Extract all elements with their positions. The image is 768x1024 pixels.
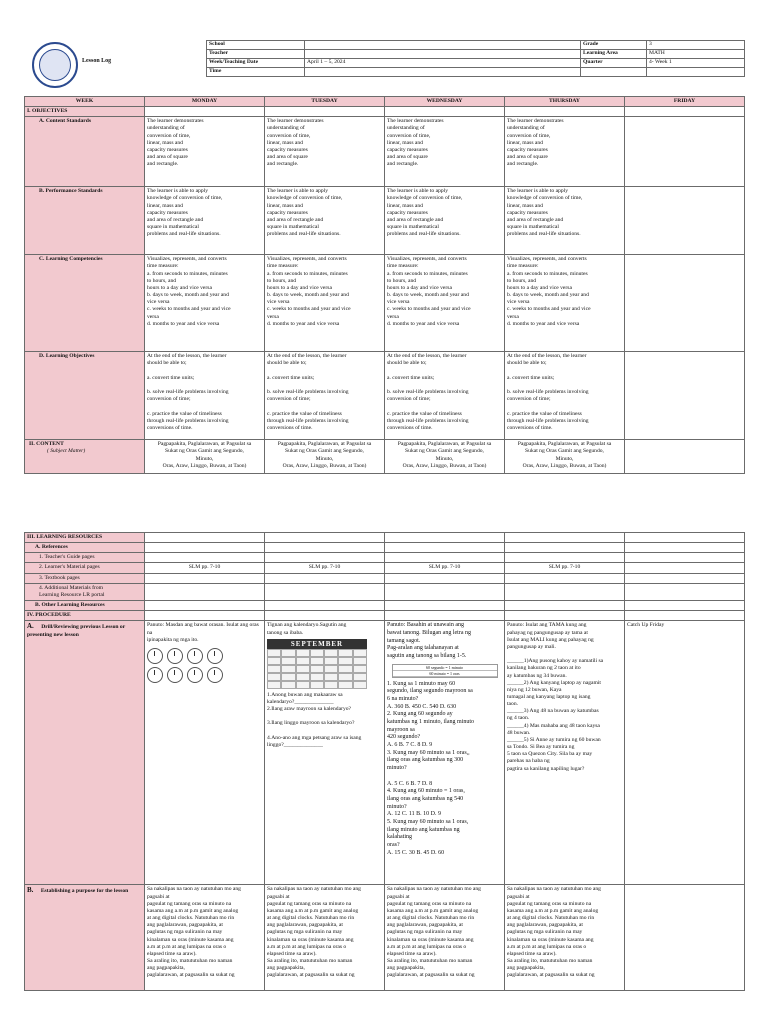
drill-tue-instructions: Tignan ang kalendaryo.Sagutin ang tanong sa ibaba. — [267, 622, 347, 636]
content-thu: Pagpapakita, Paglalarawan, at Pagsulat sa Sukat ng Oras Gamit ang Segundo, Minuto, Oras, Araw, Linggo, Buwan, at Taon) — [505, 440, 625, 474]
drill-label-cell — [25, 621, 145, 885]
drill-letter: A. — [27, 622, 34, 631]
content-label-cell — [25, 440, 145, 474]
grade-value: 3 — [647, 41, 745, 50]
clock-icon — [187, 648, 203, 664]
quarter-label: Quarter — [581, 59, 647, 68]
content-standards-label: A. Content Standards — [25, 117, 145, 187]
lm-fri — [625, 563, 745, 573]
clock-icon — [187, 667, 203, 683]
friday-header: FRIDAY — [625, 97, 745, 107]
drill-thu: Panuto: Isulat ang TAMA kung ang pahayag ng pangungusap ay tama at Isulat ang MALI kung ang pahayag ng pangungusap ay mali. ______1)Ang pusong kahoy ay namatili sa kanilang bakuran ng 2 taon at ito ay katumbas ng 34 buwan. ______2) Ang kanyang laptop ay nagamit niya ng 12 buwan, Kaya tumagal ang kanyang laptop ng isang taon. ______3) Ang 48 na buwan ay katumbas ng 4 taon. ______4) Mas mahaba ang 48 taon kaysa 48 buwan. ______5) Si Anne ay tumira ng 60 buwan sa Tondo. Si Bea ay tumira ng 5 taon sa Quezon City. Sila ba ay may parehas na haba ng pagtira sa kanilang napiling lugar? — [505, 621, 625, 885]
drill-wed — [385, 621, 505, 885]
content-wed: Pagpapakita, Paglalarawan, at Pagsulat sa Sukat ng Oras Gamit ang Segundo, Minuto, Oras, Araw, Linggo, Buwan, at Taon) — [385, 440, 505, 474]
objectives-table — [24, 96, 745, 474]
clock-icon — [167, 648, 183, 664]
learning-objectives-mon: At the end of the lesson, the learner should be able to; a. convert time units; b. solve real-life problems involving conversion of time; c. practice the value of timeliness through real-life problems involving conversions of time. — [145, 352, 265, 440]
teacher-label: Teacher — [207, 50, 305, 59]
drill-wed-instructions: Panuto: Basahin at unawain ang bawat tanong. Bilugan ang letra ng tamang sagot. Pag-aralan ang talahanayan at sagutin ang tanong sa bilang 1-5. — [387, 622, 471, 660]
conversion-table — [392, 664, 498, 678]
header-block — [24, 40, 744, 96]
purpose-label-cell — [25, 885, 145, 991]
wednesday-header: WEDNESDAY — [385, 97, 505, 107]
clock-icon — [147, 667, 163, 683]
objectives-heading: I. OBJECTIVES — [25, 107, 145, 117]
purpose-wed: Sa nakalipas na taon ay natutuhan mo ang pagsabi at pagsulat ng tamang oras sa minuto na kasama ang a.m at p.m gamit ang analog at ang digital clocks. Natutuhan mo rin ang paglalarawan, pagpapakita, at paglutas ng mga suliranin na may kinalaman sa oras (minute kasama ang a.m at p.m at ang lumipas na oras o elapsed time sa araw). Sa araling ito, matututuhan mo naman ang pagpapakita, paglalarawan, at pagsasalin sa sukat ng — [385, 885, 505, 991]
area-value: MATH — [647, 50, 745, 59]
purpose-tue: Sa nakalipas na taon ay natutuhan mo ang pagsabi at pagsulat ng tamang oras sa minuto na kasama ang a.m at p.m gamit ang analog at ang digital clocks. Natutuhan mo rin ang paglalarawan, pagpapakita, at paglutas ng mga suliranin na may kinalaman sa oras (minute kasama ang a.m at p.m at ang lumipas na oras o elapsed time sa araw). Sa araling ito, matututuhan mo naman ang pagpapakita, paglalarawan, at pagsasalin sa sukat ng — [265, 885, 385, 991]
performance-mon: The learner is able to apply knowledge of conversion of time, linear, mass and capacity measures and area of rectangle and square in mathematical problems and real-life situations. — [145, 187, 265, 255]
procedure-table — [24, 532, 745, 991]
learning-objectives-tue: At the end of the lesson, the learner should be able to; a. convert time units; b. solve real-life problems involving conversion of time; c. practice the value of timeliness through real-life problems involving conversions of time. — [265, 352, 385, 440]
drill-mon — [145, 621, 265, 885]
clock-icon — [167, 667, 183, 683]
week-date-value: April 1 – 5, 2024 — [305, 59, 581, 68]
purpose-mon: Sa nakalipas na taon ay natutuhan mo ang pagsabi at pagsulat ng tamang oras sa minuto na kasama ang a.m at p.m gamit ang analog at ang digital clocks. Natutuhan mo rin ang paglalarawan, pagpapakita, at paglutas ng mga suliranin na may kinalaman sa oras (minute kasama ang a.m at p.m at ang lumipas na oras o elapsed time sa araw). Sa araling ito, matututuhan mo naman ang pagpapakita, paglalarawan, at pagsasalin sa sukat ng — [145, 885, 265, 991]
competencies-tue: Visualizes, represents, and converts time measure: a. from seconds to minutes, minutes to hours, and hours to a day and vice versa b. days to week, month and year and vice versa c. weeks to months and year and vice versa d. months to year and vice versa — [265, 255, 385, 352]
content-standards-wed: The learner demonstrates understanding of conversion of time, linear, mass and capacity measures and area of square and rectangle. — [385, 117, 505, 187]
performance-tue: The learner is able to apply knowledge of conversion of time, linear, mass and capacity measures and area of rectangle and square in mathematical problems and real-life situations. — [265, 187, 385, 255]
drill-wed-questions: 1. Kung sa 1 minuto may 60 segundo, ilang segundo mayroon sa 6 na minuto? A. 360 B. 450 C. 540 D. 630 2. Kung ang 60 segundo ay katumbas ng 1 minuto, ilang minuto mayroon sa 420 segundo? A. 6 B. 7 C. 8 D. 9 3. Kung may 60 minuto sa 1 oras,, ilang oras ang katumbas ng 300 minuto? A. 5 C. 6 B. 7 D. 8 4. Kung ang 60 minuto = 1 oras, ilang oras ang katumbas ng 540 minuto? A. 12 C. 11 B. 10 D. 9 5. Kung may 60 minuto sa 1 oras, ilang minuto ang katumbas ng kalahating oras? A. 15 C. 30 B. 45 D. 60 — [387, 680, 474, 856]
learning-objectives-fri — [625, 352, 745, 440]
competencies-mon: Visualizes, represents, and converts time measure: a. from seconds to minutes, minutes to hours, and hours to a day and vice versa b. days to week, month and year and vice versa c. weeks to months and year and vice versa d. months to year and vice versa — [145, 255, 265, 352]
time-value — [305, 68, 581, 77]
blank-cell — [647, 68, 745, 77]
purpose-thu: Sa nakalipas na taon ay natutuhan mo ang pagsabi at pagsulat ng tamang oras sa minuto na kasama ang a.m at p.m gamit ang analog at ang digital clocks. Natutuhan mo rin ang paglalarawan, pagpapakita, at paglutas ng mga suliranin na may kinalaman sa oras (minute kasama ang a.m at p.m at ang lumipas na oras o elapsed time sa araw). Sa araling ito, matututuhan mo naman ang pagpapakita, paglalarawan, at pagsasalin sa sukat ng — [505, 885, 625, 991]
calendar-image — [267, 639, 367, 689]
drill-tue — [265, 621, 385, 885]
content-standards-mon: The learner demonstrates understanding of conversion of time, linear, mass and capacity measures and area of square and rectangle. — [145, 117, 265, 187]
lm-wed: SLM pp. 7-10 — [385, 563, 505, 573]
school-label: School — [207, 41, 305, 50]
teacher-value — [305, 50, 581, 59]
learning-objectives-label: D. Learning Objectives — [25, 352, 145, 440]
area-label: Learning Area — [581, 50, 647, 59]
lm-tue: SLM pp. 7-10 — [265, 563, 385, 573]
performance-wed: The learner is able to apply knowledge of conversion of time, linear, mass and capacity measures and area of rectangle and square in mathematical problems and real-life situations. — [385, 187, 505, 255]
purpose-label: Establishing a purpose for the lesson — [40, 888, 129, 895]
school-value — [305, 41, 581, 50]
time-label: Time — [207, 68, 305, 77]
content-tue: Pagpapakita, Paglalarawan, at Pagsulat sa Sukat ng Oras Gamit ang Segundo, Minuto, Oras, Araw, Linggo, Buwan, at Taon) — [265, 440, 385, 474]
additional-label: 4. Additional Materials from Learning Resource LR portal — [25, 583, 145, 600]
calendar-month: SEPTEMBER — [267, 639, 367, 649]
week-header: WEEK — [25, 97, 145, 107]
content-sub-label: ( Subject Matter) — [47, 448, 86, 455]
quarter-value: 4- Week 1 — [647, 59, 745, 68]
thursday-header: THURSDAY — [505, 97, 625, 107]
calendar-grid — [267, 649, 367, 689]
performance-standards-label: B. Performance Standards — [25, 187, 145, 255]
clock-icon — [207, 648, 223, 664]
deped-seal-icon — [32, 42, 78, 88]
tuesday-header: TUESDAY — [265, 97, 385, 107]
performance-thu: The learner is able to apply knowledge of conversion of time, linear, mass and capacity measures and area of rectangle and square in mathematical problems and real-life situations. — [505, 187, 625, 255]
lm-thu: SLM pp. 7-10 — [505, 563, 625, 573]
learning-objectives-thu: At the end of the lesson, the learner should be able to; a. convert time units; b. solve real-life problems involving conversion of time; c. practice the value of timeliness through real-life problems involving conversions of time. — [505, 352, 625, 440]
competencies-thu: Visualizes, represents, and converts time measure: a. from seconds to minutes, minutes to hours, and hours to a day and vice versa b. days to week, month and year and vice versa c. weeks to months and year and vice versa d. months to year and vice versa — [505, 255, 625, 352]
performance-fri — [625, 187, 745, 255]
content-mon: Pagpapakita, Paglalarawan, at Pagsulat sa Sukat ng Oras Gamit ang Segundo, Minuto, Oras, Araw, Linggo, Buwan, at Taon) — [145, 440, 265, 474]
learning-objectives-wed: At the end of the lesson, the learner should be able to; a. convert time units; b. solve real-life problems involving conversion of time; c. practice the value of timeliness through real-life problems involving conversions of time. — [385, 352, 505, 440]
doc-type: Lesson Log — [82, 58, 112, 64]
references-label: A. References — [25, 543, 145, 553]
purpose-letter: B. — [27, 886, 34, 895]
purpose-fri — [625, 885, 745, 991]
clock-grid — [147, 648, 262, 683]
drill-label: Drill/Reviewing previous Lesson or presenting new lesson — [27, 624, 126, 638]
content-standards-fri — [625, 117, 745, 187]
week-date-label: Week/Teaching Date — [207, 59, 305, 68]
lm-label: 2. Learner's Material pages — [25, 563, 145, 573]
competencies-label: C. Learning Competencies — [25, 255, 145, 352]
conversion-row: 60 segundo = 1 minuto — [393, 665, 497, 671]
content-fri — [625, 440, 745, 474]
drill-mon-text: Panuto: Masdan ang bawat orasan. Isulat ang oras na ipinapakita ng mga ito. — [147, 622, 259, 643]
textbook-label: 3. Textbook pages — [25, 573, 145, 583]
grade-label: Grade — [581, 41, 647, 50]
clock-icon — [147, 648, 163, 664]
clock-icon — [207, 667, 223, 683]
content-standards-thu: The learner demonstrates understanding of conversion of time, linear, mass and capacity measures and area of square and rectangle. — [505, 117, 625, 187]
content-standards-tue: The learner demonstrates understanding of conversion of time, linear, mass and capacity measures and area of square and rectangle. — [265, 117, 385, 187]
resources-heading: III. LEARNING RESOURCES — [25, 533, 145, 543]
drill-tue-questions: 1.Anong buwan ang makaaraw sa kalendaryo?______________ 2.Ilang araw mayroon sa kalendaryo? 3.Ilang linggo mayroon sa kalendaryo? 4.Ano-ano ang mga petsang araw sa isang linggo?______________ — [267, 691, 362, 748]
conversion-row: 60 minuto = 1 oras — [393, 671, 497, 677]
monday-header: MONDAY — [145, 97, 265, 107]
blank-cell — [581, 68, 647, 77]
drill-fri: Catch Up Friday — [625, 621, 745, 885]
lm-mon: SLM pp. 7-10 — [145, 563, 265, 573]
procedure-heading: IV. PROCEDURE — [25, 611, 145, 621]
other-resources-label: B. Other Learning Resources — [25, 601, 145, 611]
tg-label: 1. Teacher's Guide pages — [25, 553, 145, 563]
competencies-fri — [625, 255, 745, 352]
page-two — [24, 532, 744, 991]
page-one — [24, 40, 744, 474]
content-label: II. CONTENT — [29, 441, 64, 448]
header-table — [206, 40, 745, 77]
competencies-wed: Visualizes, represents, and converts time measure: a. from seconds to minutes, minutes to hours, and hours to a day and vice versa b. days to week, month and year and vice versa c. weeks to months and year and vice versa d. months to year and vice versa — [385, 255, 505, 352]
